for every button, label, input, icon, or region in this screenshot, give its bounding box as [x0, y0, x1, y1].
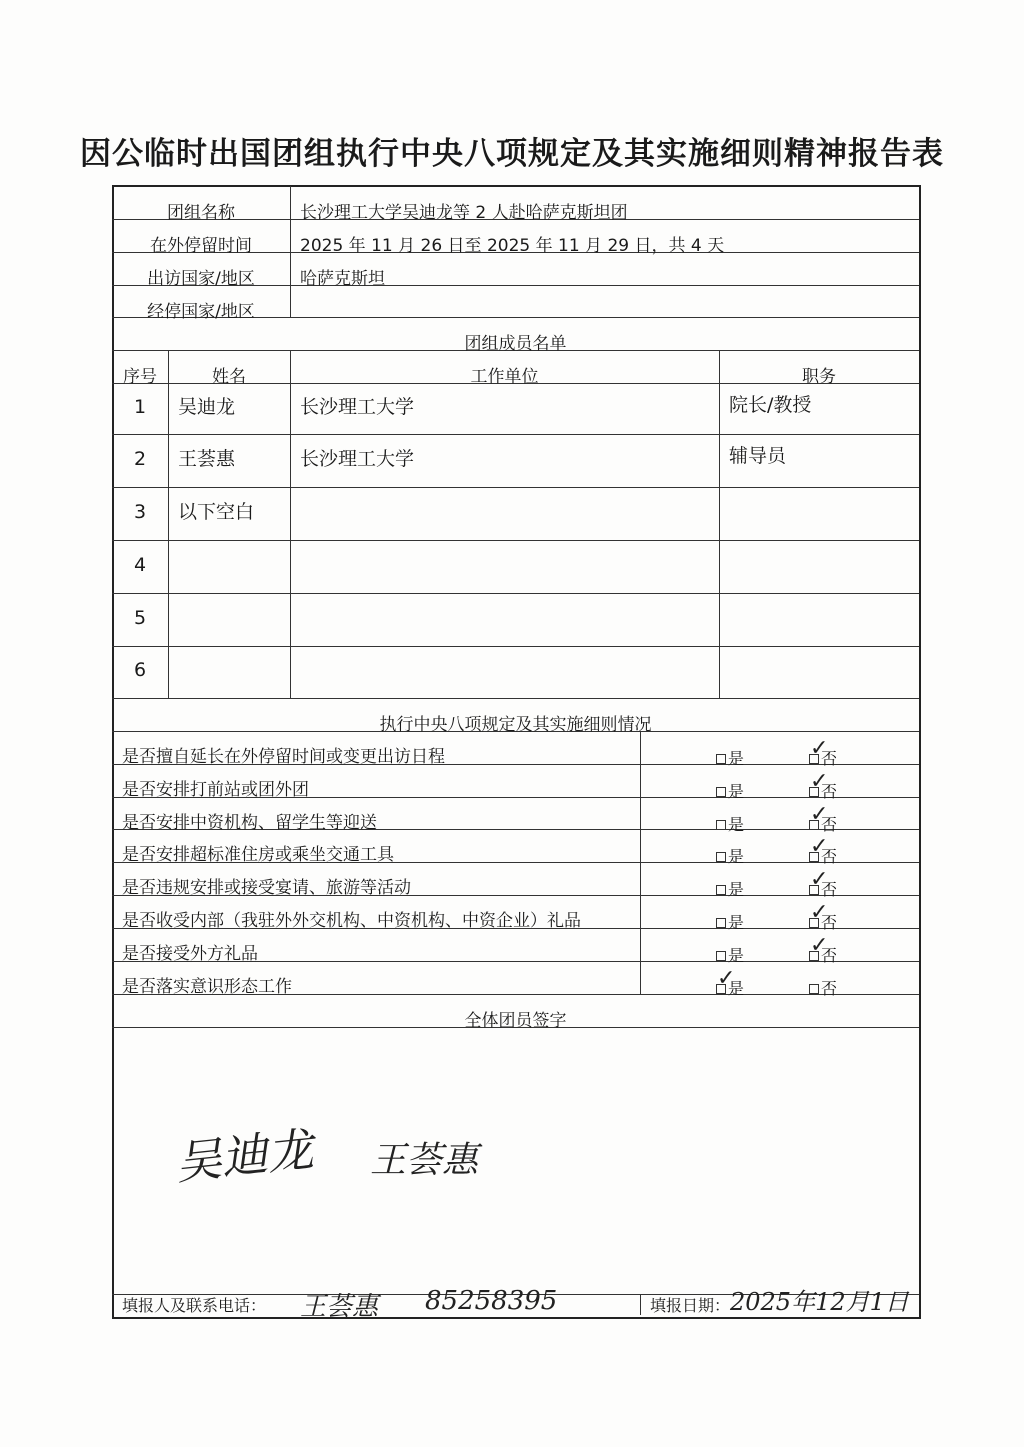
check-mark-icon: ✓	[810, 736, 829, 761]
checkbox-box	[716, 787, 726, 797]
option-label: 否	[821, 815, 838, 834]
group-name-value: 长沙理工大学吴迪龙等 2 人赴哈萨克斯坦团	[300, 203, 628, 223]
member-name: 以下空白	[178, 500, 255, 523]
column-divider	[290, 186, 291, 317]
option-label: 是	[728, 815, 745, 834]
option-no-checkbox[interactable]	[809, 976, 837, 999]
member-no: 4	[133, 553, 147, 576]
check-mark-icon: ✓	[810, 834, 829, 859]
signature-1: 吴迪龙	[172, 1121, 316, 1191]
option-label: 是	[728, 749, 745, 768]
report-date: 2025年12月1日	[730, 1288, 909, 1316]
compliance-question: 是否收受内部（我驻外外交机构、中资机构、中资企业）礼品	[122, 911, 581, 931]
compliance-question: 是否擅自延长在外停留时间或变更出访日程	[122, 747, 445, 767]
member-unit: 长沙理工大学	[300, 447, 415, 470]
option-yes-checkbox[interactable]	[716, 910, 744, 933]
compliance-section-title: 执行中央八项规定及其实施细则情况	[379, 715, 652, 735]
checkbox-box	[716, 820, 726, 830]
member-no: 5	[133, 606, 147, 629]
compliance-question: 是否安排中资机构、留学生等迎送	[122, 813, 377, 833]
row-divider	[112, 593, 919, 594]
check-mark-icon: ✓	[810, 802, 829, 827]
option-label: 否	[821, 749, 838, 768]
checkbox-box	[716, 754, 726, 764]
stay-time-label: 在外停留时间	[150, 236, 252, 256]
check-mark-icon: ✓	[810, 900, 829, 925]
signature-2: 王荟惠	[370, 1140, 479, 1181]
checkbox-box	[716, 918, 726, 928]
member-no: 3	[133, 500, 147, 523]
column-divider	[168, 350, 169, 698]
checkbox-box	[716, 951, 726, 961]
column-divider	[719, 350, 720, 698]
compliance-question: 是否安排打前站或团外团	[122, 780, 309, 800]
checkbox-box	[716, 852, 726, 862]
checkbox-box	[809, 984, 819, 994]
country-value: 哈萨克斯坦	[300, 269, 385, 289]
row-divider	[112, 540, 919, 541]
row-divider	[112, 698, 919, 699]
header-name: 姓名	[212, 367, 246, 387]
member-position: 院长/教授	[729, 394, 812, 416]
option-yes-checkbox[interactable]	[716, 812, 744, 835]
member-position: 辅导员	[729, 445, 787, 467]
check-mark-icon: ✓	[810, 933, 829, 958]
check-mark-icon: ✓	[810, 867, 829, 892]
member-no: 2	[133, 447, 147, 470]
transit-label: 经停国家/地区	[147, 302, 255, 322]
filler-phone: 85258395	[425, 1286, 558, 1316]
page-title: 因公临时出国团组执行中央八项规定及其实施细则精神报告表	[80, 136, 944, 172]
member-no: 6	[133, 659, 147, 681]
column-divider	[290, 350, 291, 698]
compliance-question: 是否违规安排或接受宴请、旅游等活动	[122, 878, 411, 898]
option-label: 是	[728, 979, 745, 998]
member-unit: 长沙理工大学	[300, 395, 415, 418]
option-label: 否	[821, 847, 838, 866]
check-mark-icon: ✓	[810, 769, 829, 794]
option-label: 否	[821, 946, 838, 965]
option-label: 是	[728, 913, 745, 932]
option-label: 否	[821, 782, 838, 801]
group-name-label: 团组名称	[167, 203, 235, 223]
checkbox-box	[716, 885, 726, 895]
column-divider	[640, 731, 641, 994]
option-label: 是	[728, 880, 745, 899]
filler-name: 王荟惠	[300, 1292, 379, 1322]
column-divider	[640, 1294, 641, 1315]
member-name: 王荟惠	[178, 447, 236, 470]
header-no: 序号	[123, 367, 157, 387]
country-label: 出访国家/地区	[147, 269, 255, 289]
compliance-question: 是否落实意识形态工作	[122, 977, 292, 997]
member-no: 1	[133, 395, 147, 418]
check-mark-icon: ✓	[717, 966, 736, 991]
option-label: 是	[728, 946, 745, 965]
option-label: 是	[728, 782, 745, 801]
option-yes-checkbox[interactable]	[716, 844, 744, 867]
option-yes-checkbox[interactable]	[716, 779, 744, 802]
row-divider	[112, 487, 919, 488]
option-yes-checkbox[interactable]	[716, 943, 744, 966]
header-position: 职务	[802, 367, 836, 387]
compliance-question: 是否安排超标准住房或乘坐交通工具	[122, 845, 394, 865]
stay-time-value: 2025 年 11 月 26 日至 2025 年 11 月 29 日，共 4 天	[300, 236, 725, 256]
signatures-section-title: 全体团员签字	[464, 1011, 567, 1031]
header-unit: 工作单位	[470, 367, 539, 387]
row-divider	[112, 434, 919, 435]
option-label: 是	[728, 847, 745, 866]
option-label: 否	[821, 913, 838, 932]
member-name: 吴迪龙	[178, 395, 236, 418]
members-section-title: 团组成员名单	[464, 334, 567, 354]
filler-label: 填报人及联系电话：	[122, 1296, 267, 1315]
option-yes-checkbox[interactable]	[716, 746, 744, 769]
option-yes-checkbox[interactable]	[716, 877, 744, 900]
option-label: 否	[821, 880, 838, 899]
date-label: 填报日期：	[650, 1296, 731, 1315]
option-label: 否	[821, 979, 838, 998]
row-divider	[112, 646, 919, 647]
compliance-question: 是否接受外方礼品	[122, 944, 258, 964]
